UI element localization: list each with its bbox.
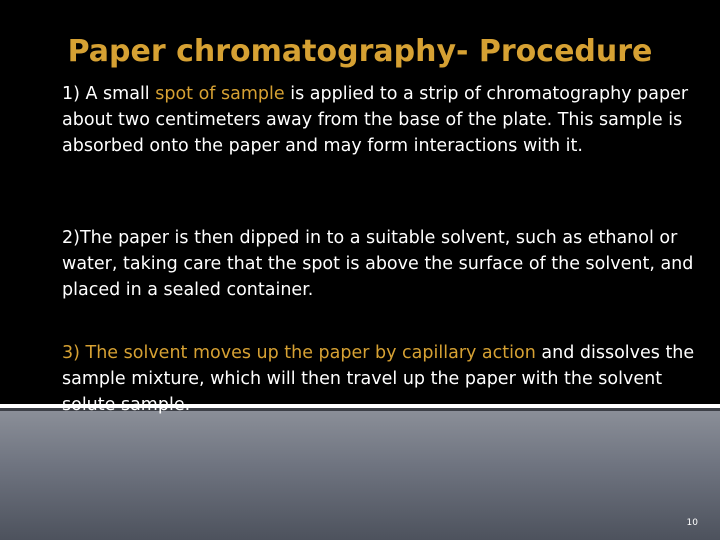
paragraph-step-2-suffix: 2)The paper is then dipped in to a suitable solvent, such as ethanol or water, taking care that the spot is above the surface of the solvent, and placed in a sealed container. bbox=[62, 228, 694, 300]
slide-background-bottom bbox=[0, 404, 720, 540]
page-number: 10 bbox=[686, 518, 698, 528]
slide-title: Paper chromatography- Procedure bbox=[67, 34, 653, 69]
paragraph-step-1-suffix: is applied to a strip of chromatography paper about two centimeters away from the base of the plate. This sample is absorbed onto the paper and may form interactions with it. bbox=[62, 84, 689, 156]
paragraph-step-1-prefix: 1) A small bbox=[62, 84, 156, 104]
paragraph-step-2 bbox=[62, 225, 702, 303]
paragraph-step-1-highlight: spot of sample bbox=[155, 84, 285, 104]
paragraph-step-1 bbox=[62, 81, 702, 159]
paragraph-step-3-highlight: 3) The solvent moves up the paper by capillary action bbox=[62, 343, 536, 363]
paragraph-step-3 bbox=[62, 340, 702, 418]
paragraph-step-3-suffix: and dissolves the sample mixture, which will then travel up the paper with the solvent solute sample. bbox=[62, 343, 695, 415]
